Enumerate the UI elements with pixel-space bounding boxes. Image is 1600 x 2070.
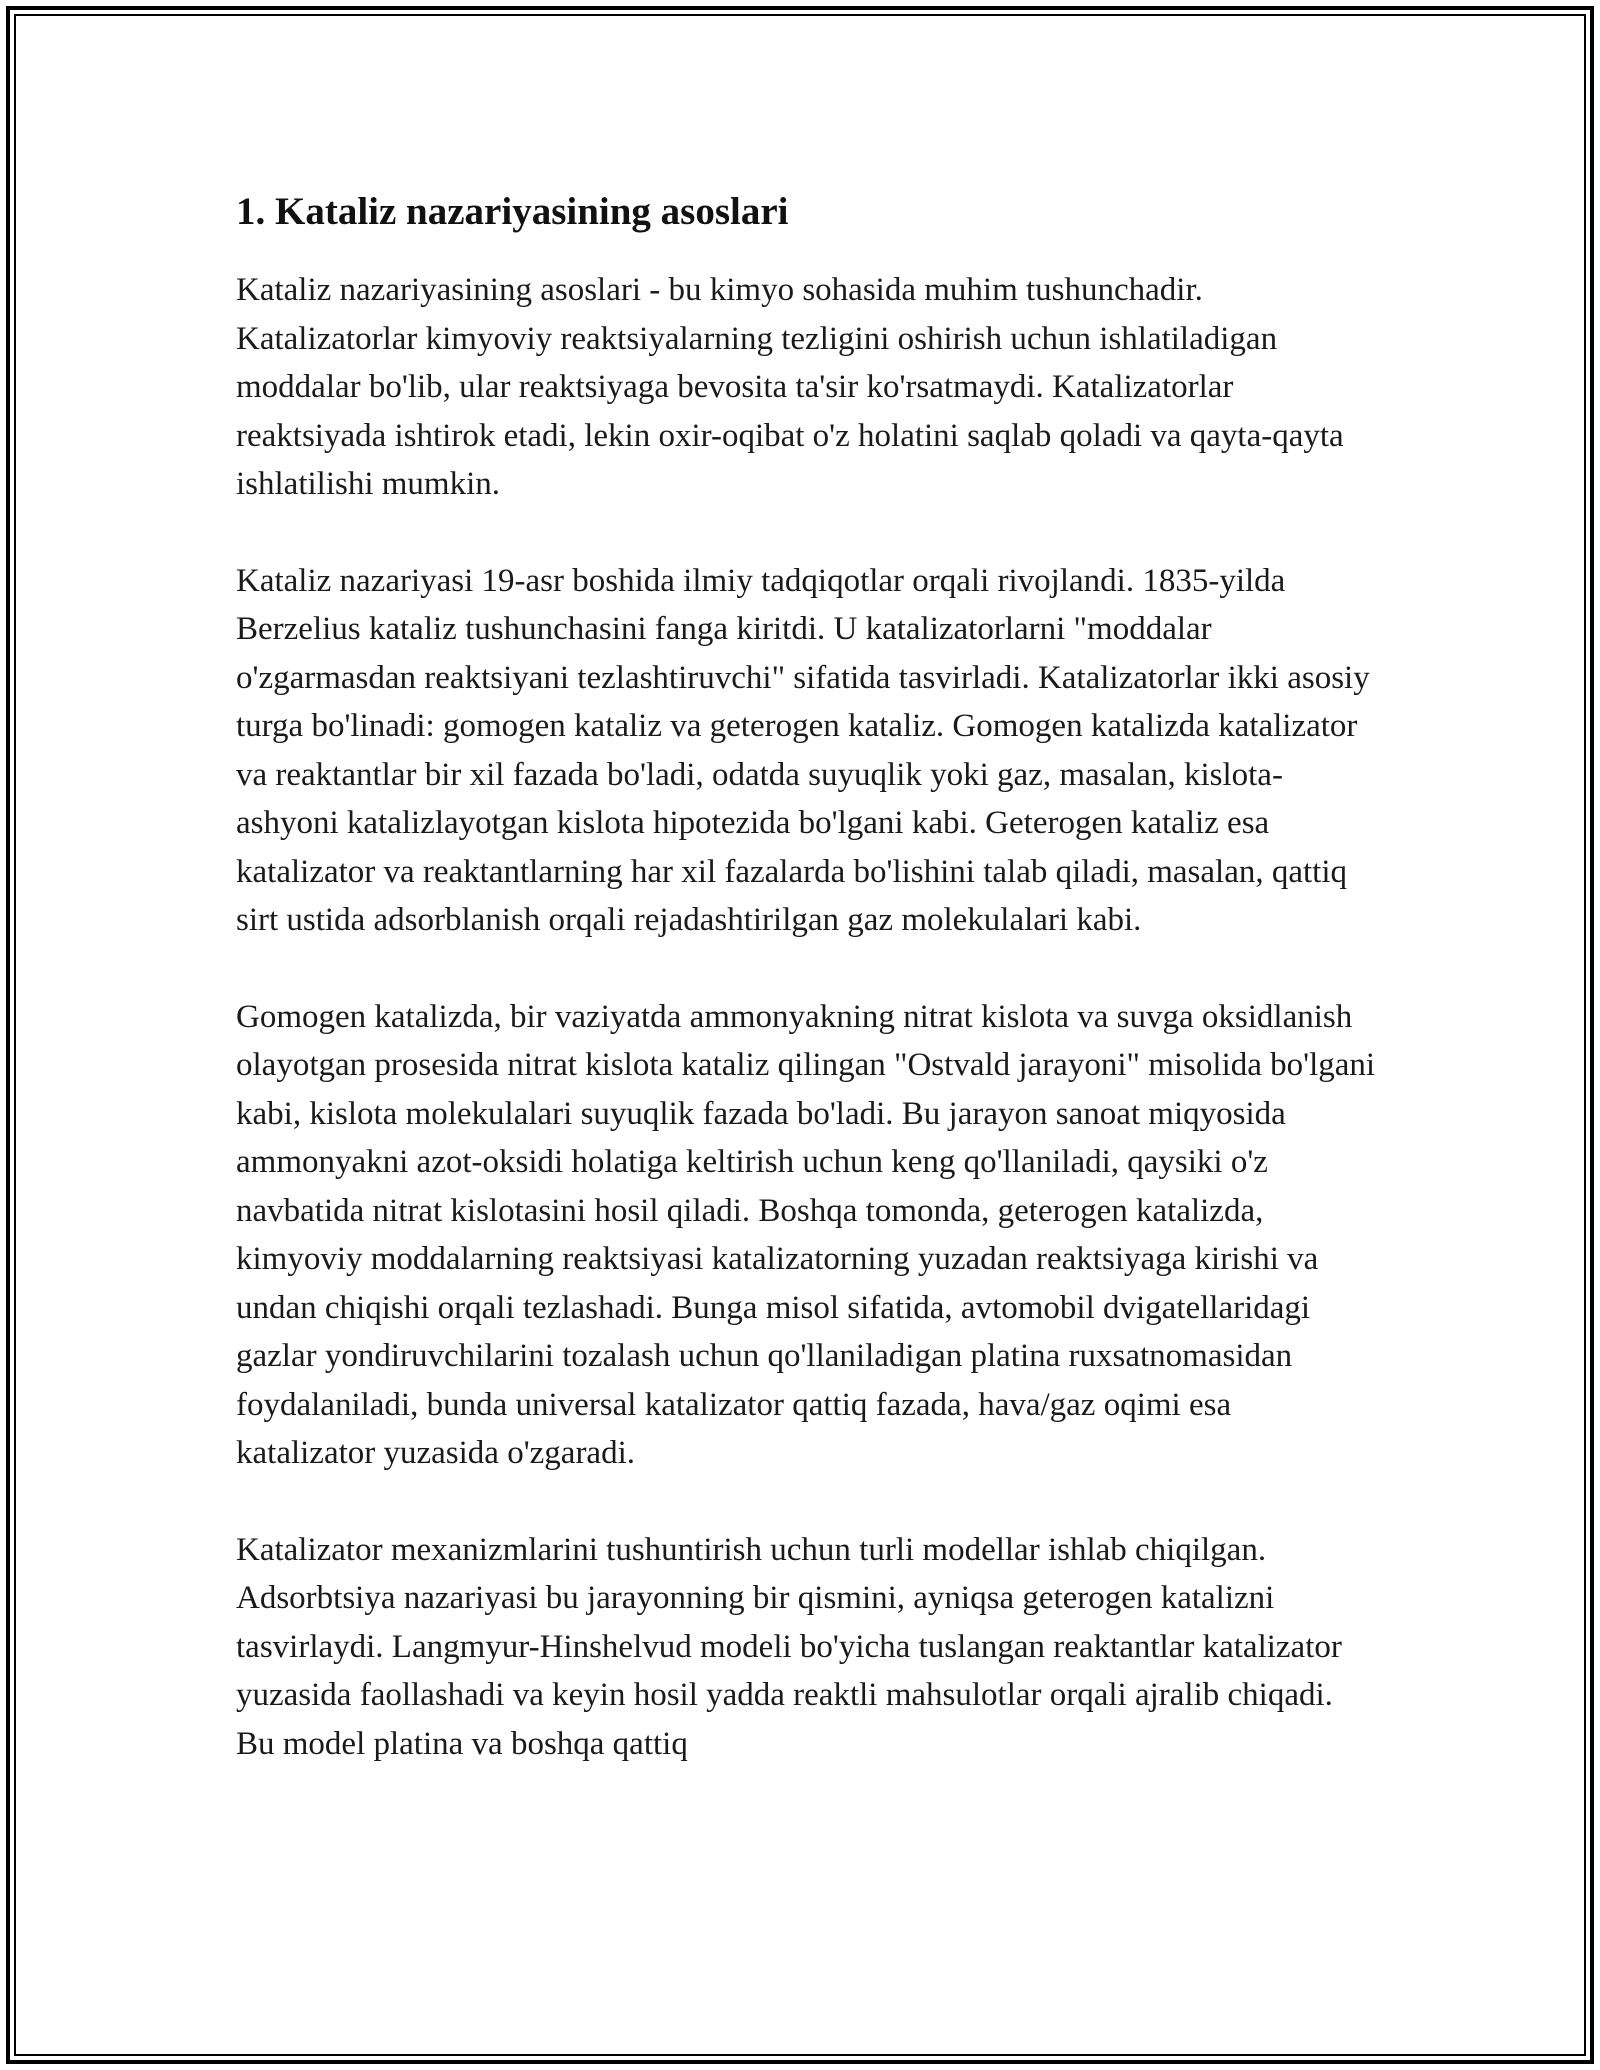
paragraph-1: Kataliz nazariyasining asoslari - bu kimyo sohasida muhim tushunchadir. Katalizatorlar kimyoviy reaktsiyalarning tezligini oshirish uchun ishlatiladigan moddalar bo'lib, ular reaktsiyaga bevosita ta'sir ko'rsatmaydi. Katalizatorlar reaktsiyada ishtirok etadi, lekin oxir-oqibat o'z holatini saqlab qoladi va qayta-qayta ishlatilishi mumkin. [236, 272, 1344, 502]
document-body [236, 186, 1376, 1816]
paragraph-4: Katalizator mexanizmlarini tushuntirish uchun turli modellar ishlab chiqilgan. Adsorbtsiya nazariyasi bu jarayonning bir qismini, ayniqsa geterogen katalizni tasvirlaydi. Langmyur-Hinshelvud modeli bo'yicha tuslangan reaktantlar katalizator yuzasida faollashadi va keyin hosil yadda reaktli mahsulotlar orqali ajralib chiqadi. Bu model platina va boshqa qattiq [236, 1531, 1342, 1762]
paragraph-3: Gomogen katalizda, bir vaziyatda ammonyakning nitrat kislota va suvga oksidlanish olayotgan prosesida nitrat kislota kataliz qilingan "Ostvald jarayoni" misolida bo'lgani kabi, kislota molekulalari suyuqlik fazada bo'ladi. Bu jarayon sanoat miqyosida ammonyakni azot-oksidi holatiga keltirish uchun keng qo'llaniladi, qaysiki o'z navbatida nitrat kislotasini hosil qiladi. Boshqa tomonda, geterogen katalizda, kimyoviy moddalarning reaktsiyasi katalizatorning yuzadan reaktsiyaga kirishi va undan chiqishi orqali tezlashadi. Bunga misol sifatida, avtomobil dvigatellaridagi gazlar yondiruvchilarini tozalash uchun qo'llaniladigan platina ruxsatnomasidan foydalaniladi, bunda universal katalizator qattiq fazada, hava/gaz oqimi esa katalizator yuzasida o'zgaradi. [236, 998, 1376, 1471]
paragraph-2: Kataliz nazariyasi 19-asr boshida ilmiy tadqiqotlar orqali rivojlandi. 1835-yilda Berzelius kataliz tushunchasini fanga kiritdi. U katalizatorlarni "moddalar o'zgarmasdan reaktsiyani tezlashtiruvchi" sifatida tasvirladi. Katalizatorlar ikki asosiy turga bo'linadi: gomogen kataliz va geterogen kataliz. Gomogen katalizda katalizator va reaktantlar bir xil fazada bo'ladi, odatda suyuqlik yoki gaz, masalan, kislota-ashyoni katalizlayotgan kislota hipotezida bo'lgani kabi. Geterogen kataliz esa katalizator va reaktantlarning har xil fazalarda bo'lishini talab qiladi, masalan, qattiq sirt ustida adsorblanish orqali rejadashtirilgan gaz molekulalari kabi. [236, 562, 1370, 938]
section-heading: 1. Kataliz nazariyasining asoslari [236, 190, 789, 233]
